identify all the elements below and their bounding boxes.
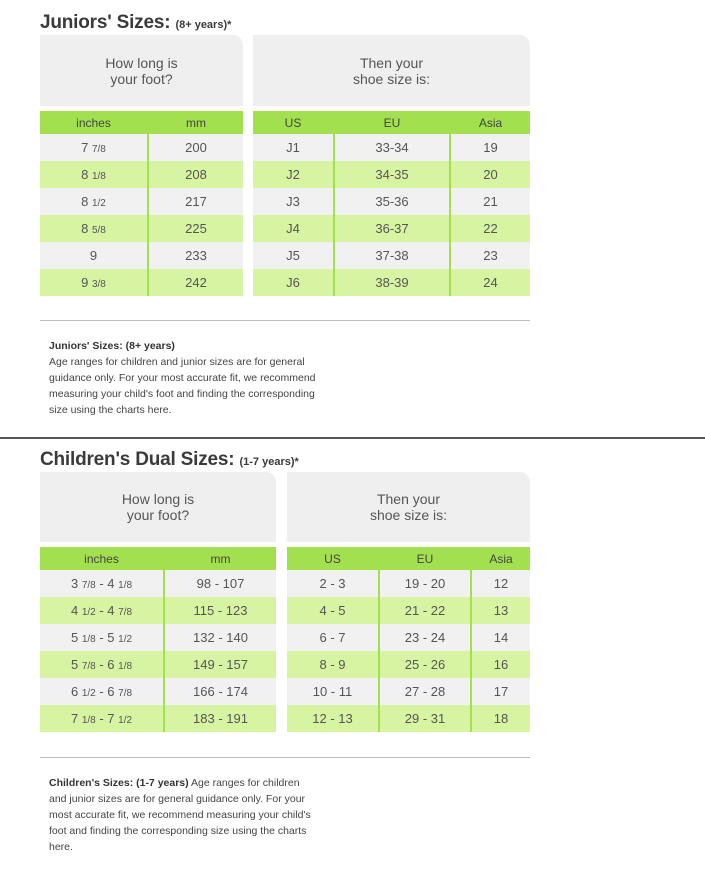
table-row [253, 188, 530, 215]
us-cell: 4 - 5 [287, 597, 379, 624]
table-row [287, 624, 530, 651]
asia-cell: 24 [450, 269, 530, 296]
inches-whole: 4 [107, 603, 115, 618]
juniors-foot-table [40, 111, 243, 296]
children-note-line: foot and finding the corresponding size using the charts [49, 825, 307, 837]
us-cell: 10 - 11 [287, 678, 379, 705]
inches-fraction: 1/2 [81, 688, 96, 699]
children-note-line: here. [49, 841, 73, 853]
section-divider [0, 437, 705, 439]
asia-cell: 19 [450, 134, 530, 161]
header-asia: Asia [471, 547, 530, 570]
header-inches: inches [40, 547, 164, 570]
table-row [40, 161, 243, 188]
mm-cell: 149 - 157 [164, 651, 276, 678]
inches-fraction: 7/8 [81, 580, 96, 591]
asia-cell: 12 [471, 570, 530, 597]
eu-cell: 38-39 [334, 269, 450, 296]
table-row [253, 161, 530, 188]
inches-fraction: 1/8 [118, 661, 133, 672]
children-shoe-panel [287, 472, 530, 542]
us-cell: J6 [253, 269, 334, 296]
juniors-shoe-panel [253, 35, 530, 106]
children-note-heading: Children's Sizes: (1-7 years) [49, 777, 189, 789]
table-row [287, 597, 530, 624]
inches-whole: 4 [70, 603, 79, 618]
juniors-note-heading: Juniors' Sizes: (8+ years) [49, 340, 175, 352]
table-row [253, 269, 530, 296]
juniors-shoe-panel-line2: shoe size is: [352, 70, 431, 87]
inches-fraction: 7/8 [91, 144, 106, 155]
mm-cell: 132 - 140 [164, 624, 276, 651]
inches-cell: 6 1/2 - 6 7/8 [40, 678, 164, 705]
inches-fraction: 1/8 [81, 715, 96, 726]
juniors-foot-panel [40, 35, 243, 106]
table-row [40, 215, 243, 242]
juniors-foot-panel-line1: How long is [105, 54, 178, 71]
asia-cell: 14 [471, 624, 530, 651]
children-shoe-panel-line1: Then your [376, 491, 441, 507]
inches-whole: 8 [81, 167, 89, 182]
children-note-line: Age ranges for children [190, 777, 300, 789]
children-note [49, 775, 349, 855]
juniors-shoe-panel-line1: Then your [359, 54, 424, 71]
inches-cell [40, 269, 148, 296]
juniors-foot-panel-line2: your foot? [110, 70, 173, 87]
children-foot-panel-line1: How long is [121, 491, 195, 507]
inches-fraction: 1/8 [81, 634, 96, 645]
inches-whole: 8 [81, 221, 89, 236]
mm-cell: 183 - 191 [164, 705, 276, 732]
inches-fraction: 1/2 [118, 634, 133, 645]
children-note-line: and junior sizes are for general guidance only. For your [49, 793, 306, 805]
asia-cell: 16 [471, 651, 530, 678]
us-cell: 8 - 9 [287, 651, 379, 678]
children-rule [40, 757, 530, 758]
inches-fraction: 5/8 [91, 225, 106, 236]
eu-cell: 27 - 28 [379, 678, 471, 705]
inches-cell: 5 7/8 - 6 1/8 [40, 651, 164, 678]
juniors-subtitle: (8+ years)* [175, 19, 232, 31]
table-row [40, 624, 276, 651]
juniors-note-line: size using the charts here. [49, 404, 172, 416]
inches-whole: 9 [89, 248, 98, 263]
children-foot-table [40, 547, 276, 732]
inches-whole: 8 [81, 194, 89, 209]
eu-cell: 34-35 [334, 161, 450, 188]
inches-whole: 7 [81, 140, 89, 155]
asia-cell: 20 [450, 161, 530, 188]
inches-cell [40, 215, 148, 242]
asia-cell: 22 [450, 215, 530, 242]
inches-whole: 3 [70, 576, 79, 591]
table-row [40, 188, 243, 215]
eu-cell: 36-37 [334, 215, 450, 242]
inches-cell [40, 161, 148, 188]
inches-fraction: 7/8 [118, 607, 133, 618]
inches-fraction: 1/8 [91, 171, 106, 182]
children-shoe-table [287, 547, 530, 732]
table-row [40, 242, 243, 269]
juniors-note [49, 338, 349, 418]
header-us: US [253, 111, 334, 134]
table-row [287, 651, 530, 678]
children-foot-panel-line2: your foot? [126, 507, 190, 523]
table-row [40, 597, 276, 624]
juniors-note-line: measuring your child's foot and finding the corresponding [49, 388, 315, 400]
children-title [40, 449, 299, 471]
inches-whole: 5 [70, 630, 79, 645]
eu-cell: 23 - 24 [379, 624, 471, 651]
us-cell: J5 [253, 242, 334, 269]
mm-cell: 233 [148, 242, 243, 269]
inches-whole: 6 [70, 684, 79, 699]
us-cell: J3 [253, 188, 334, 215]
inches-cell: 4 1/2 - 4 7/8 [40, 597, 164, 624]
eu-cell: 21 - 22 [379, 597, 471, 624]
inches-fraction: 1/2 [91, 198, 106, 209]
table-row [253, 215, 530, 242]
juniors-note-line: guidance only. For your most accurate fit, we recommend [49, 372, 316, 384]
children-shoe-panel-line2: shoe size is: [369, 507, 448, 523]
juniors-title [40, 12, 231, 34]
inches-fraction: 1/8 [118, 580, 133, 591]
table-row [40, 269, 243, 296]
inches-fraction: 1/2 [118, 715, 133, 726]
juniors-rule [40, 320, 530, 321]
children-title-text: Children's Dual Sizes: [40, 449, 235, 470]
inches-whole: 7 [70, 711, 79, 726]
children-note-line: most accurate fit, we recommend measuring your child's [49, 809, 311, 821]
inches-cell: 5 1/8 - 5 1/2 [40, 624, 164, 651]
table-row [287, 678, 530, 705]
asia-cell: 21 [450, 188, 530, 215]
inches-whole: 5 [70, 657, 79, 672]
mm-cell: 98 - 107 [164, 570, 276, 597]
table-row [40, 570, 276, 597]
inches-whole: 5 [107, 630, 115, 645]
asia-cell: 18 [471, 705, 530, 732]
header-eu: EU [334, 111, 450, 134]
children-foot-panel [40, 472, 276, 542]
inches-fraction: 7/8 [81, 661, 96, 672]
table-row [40, 705, 276, 732]
mm-cell: 225 [148, 215, 243, 242]
us-cell: 6 - 7 [287, 624, 379, 651]
table-row [40, 678, 276, 705]
header-mm: mm [164, 547, 276, 570]
asia-cell: 23 [450, 242, 530, 269]
table-row [287, 705, 530, 732]
mm-cell: 242 [148, 269, 243, 296]
header-eu: EU [379, 547, 471, 570]
asia-cell: 13 [471, 597, 530, 624]
inches-whole: 4 [107, 576, 115, 591]
header-inches: inches [40, 111, 148, 134]
children-subtitle: (1-7 years)* [239, 456, 299, 468]
inches-whole: 9 [81, 275, 89, 290]
table-row [40, 134, 243, 161]
inches-whole: 6 [107, 657, 115, 672]
eu-cell: 19 - 20 [379, 570, 471, 597]
table-row [287, 570, 530, 597]
mm-cell: 200 [148, 134, 243, 161]
table-row [40, 651, 276, 678]
inches-whole: 7 [107, 711, 115, 726]
inches-cell [40, 134, 148, 161]
inches-fraction: 1/2 [81, 607, 96, 618]
inches-cell [40, 242, 148, 269]
juniors-note-line: Age ranges for children and junior sizes are for general [49, 356, 305, 368]
inches-whole: 6 [107, 684, 115, 699]
eu-cell: 29 - 31 [379, 705, 471, 732]
header-asia: Asia [450, 111, 530, 134]
eu-cell: 35-36 [334, 188, 450, 215]
inches-fraction: 3/8 [91, 279, 106, 290]
us-cell: 2 - 3 [287, 570, 379, 597]
eu-cell: 33-34 [334, 134, 450, 161]
eu-cell: 25 - 26 [379, 651, 471, 678]
inches-fraction: 7/8 [118, 688, 133, 699]
header-mm: mm [148, 111, 243, 134]
inches-cell: 7 1/8 - 7 1/2 [40, 705, 164, 732]
juniors-shoe-table [253, 111, 530, 296]
mm-cell: 166 - 174 [164, 678, 276, 705]
mm-cell: 208 [148, 161, 243, 188]
asia-cell: 17 [471, 678, 530, 705]
mm-cell: 115 - 123 [164, 597, 276, 624]
juniors-title-text: Juniors' Sizes: [40, 12, 171, 33]
eu-cell: 37-38 [334, 242, 450, 269]
us-cell: J2 [253, 161, 334, 188]
us-cell: J1 [253, 134, 334, 161]
mm-cell: 217 [148, 188, 243, 215]
table-row [253, 242, 530, 269]
header-us: US [287, 547, 379, 570]
inches-cell: 3 7/8 - 4 1/8 [40, 570, 164, 597]
table-row [253, 134, 530, 161]
us-cell: J4 [253, 215, 334, 242]
us-cell: 12 - 13 [287, 705, 379, 732]
inches-cell [40, 188, 148, 215]
